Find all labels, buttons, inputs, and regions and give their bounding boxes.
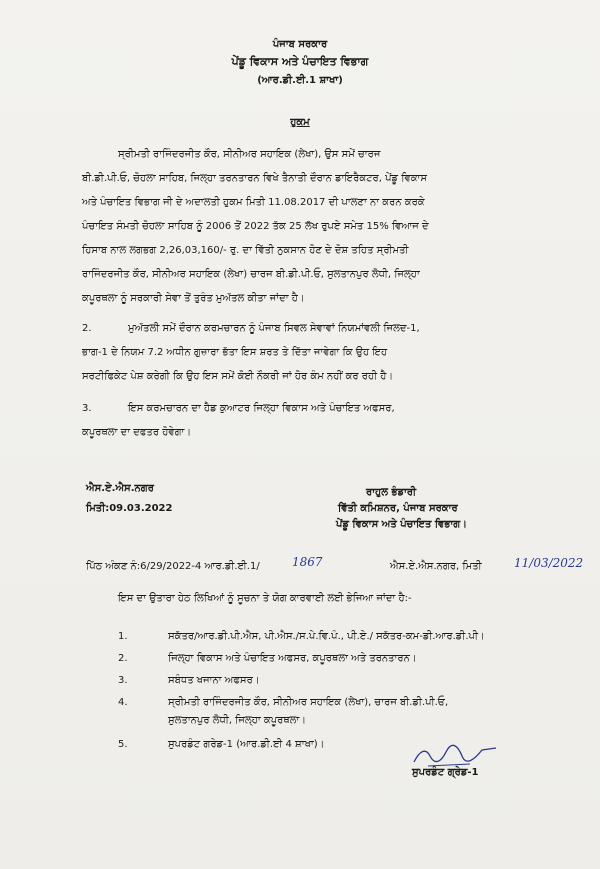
paragraph-line: ਕਪੂਰਥਲਾ ਦਾ ਦਫਤਰ ਹੋਵੇਗਾ। [82,427,192,438]
endorsement-place: ਐਸ.ਏ.ਐਸ.ਨਗਰ, ਮਿਤੀ [390,561,482,572]
list-item-text: ਸਕੱਤਰ/ਆਰ.ਡੀ.ਪੀ.ਐਸ, ਪੀ.ਐਸ./ਸ.ਪੇ.ਵਿ.ਪੰ., ਪੀ.ਏ./ ਸਕੱਤਰ-ਕਮ-ਡੀ.ਆਰ.ਡੀ.ਪੀ। [168,631,485,642]
endorsement-number-handwritten: 1867 [292,555,323,569]
paragraph-line: ਮੁਅੱਤਲੀ ਸਮੇਂ ਦੌਰਾਨ ਕਰਮਚਾਰਨ ਨੂੰ ਪੰਜਾਬ ਸਿਵਲ ਸੇਵਾਵਾਂ ਨਿਯਮਾਂਵਲੀ ਜਿਲਦ-1, [128,323,420,334]
paragraph-line: ਭਾਗ-1 ਦੇ ਨਿਯਮ 7.2 ਅਧੀਨ ਗੁਜ਼ਾਰਾ ਭੱਤਾ ਇਸ ਸ਼ਰਤ ਤੇ ਦਿੱਤਾ ਜਾਵੇਗਾ ਕਿ ਉਹ ਇਹ [82,347,388,358]
header-branch: (ਆਰ.ਡੀ.ਈ.1 ਸ਼ਾਖਾ) [257,75,343,86]
list-item-number: 5. [118,739,128,750]
list-item-text: ਸ੍ਰੀਮਤੀ ਰਾਜਿੰਦਰਜੀਤ ਕੌਰ, ਸੀਨੀਅਰ ਸਹਾਇਕ (ਲੇਖਾ), ਚਾਰਜ ਬੀ.ਡੀ.ਪੀ.ਓ, [168,697,449,708]
endorsement-intro: ਇਸ ਦਾ ਉਤਾਰਾ ਹੇਠ ਲਿਖਿਆਂ ਨੂੰ ਸੂਚਨਾ ਤੇ ਯੋਗ ਕਾਰਵਾਈ ਲਈ ਭੇਜਿਆ ਜਾਂਦਾ ਹੈ:- [118,593,412,604]
paragraph-line: ਅਤੇ ਪੰਚਾਇਤ ਵਿਭਾਗ ਜੀ ਦੇ ਅਦਾਲਤੀ ਹੁਕਮ ਮਿਤੀ 11.08.2017 ਦੀ ਪਾਲਣਾ ਨਾ ਕਰਨ ਕਰਕੇ [82,197,425,208]
paragraph-number: 3. [82,403,92,414]
bottom-signatory-designation: ਸੁਪਰਡੰਟ ਗ੍ਰੇਡ-1 [412,767,479,778]
date: ਮਿਤੀ:09.03.2022 [86,503,173,514]
paragraph-line: ਬੀ.ਡੀ.ਪੀ.ਓ, ਚੋਹਲਾ ਸਾਹਿਬ, ਜਿਲ੍ਹਾ ਤਰਨਤਾਰਨ ਵਿਖੇ ਤੈਨਾਤੀ ਦੌਰਾਨ ਡਾਇਰੈਕਟਰ, ਪੇਂਡੂ ਵਿਕਾਸ [82,173,428,184]
signatory-designation: ਵਿੱਤੀ ਕਮਿਸ਼ਨਰ, ਪੰਜਾਬ ਸਰਕਾਰ [338,503,458,514]
list-item-number: 4. [118,697,128,708]
list-item-number: 3. [118,675,128,686]
list-item-text: ਜਿਲ੍ਹਾ ਵਿਕਾਸ ਅਤੇ ਪੰਚਾਇਤ ਅਫਸਰ, ਕਪੂਰਥਲਾ ਅਤੇ ਤਰਨਤਾਰਨ। [168,653,417,664]
list-item-text: ਸੁਪਰਡੰਟ ਗਰੇਡ-1 (ਆਰ.ਡੀ.ਈ 4 ਸ਼ਾਖਾ)। [168,739,325,750]
list-item-text: ਸੁਲਤਾਨਪੁਰ ਲੋਧੀ, ਜਿਲ੍ਹਾ ਕਪੂਰਥਲਾ। [168,715,307,726]
signatory-name: ਰਾਹੁਲ ਭੰਡਾਰੀ [366,487,417,498]
endorsement-date-handwritten: 11/03/2022 [514,556,584,570]
paragraph-line: ਪੰਚਾਇਤ ਸੰਮਤੀ ਚੋਹਲਾ ਸਾਹਿਬ ਨੂੰ 2006 ਤੋਂ 2022 ਤੱਕ 25 ਲੱਖ ਰੁਪਏ ਸਮੇਤ 15% ਵਿਆਜ ਦੇ [82,221,429,232]
paragraph-number: 2. [82,323,92,334]
paragraph-line: ਹਿਸਾਬ ਨਾਲ ਲਗਭਗ 2,26,03,160/- ਰੁ. ਦਾ ਵਿੱਤੀ ਨੁਕਸਾਨ ਹੋਣ ਦੇ ਦੋਸ਼ ਤਹਿਤ ਸ੍ਰੀਮਤੀ [82,245,409,256]
order-title: ਹੁਕਮ [290,117,310,128]
paragraph-line: ਰਾਜਿੰਦਰਜੀਤ ਕੌਰ, ਸੀਨੀਅਰ ਸਹਾਇਕ (ਲੇਖਾ) ਚਾਰਜ ਬੀ.ਡੀ.ਪੀ.ਓ, ਸੁਲਤਾਨਪੁਰ ਲੋਧੀ, ਜਿਲ੍ਹਾ [82,269,420,280]
list-item-number: 2. [118,653,128,664]
place: ਐਸ.ਏ.ਐਸ.ਨਗਰ [86,483,154,494]
list-item-text: ਸਬੰਧਤ ਖਜਾਨਾ ਅਫਸਰ। [168,675,260,686]
header-department: ਪੇਂਡੂ ਵਿਕਾਸ ਅਤੇ ਪੰਚਾਇਤ ਵਿਭਾਗ [231,55,369,68]
list-item-number: 1. [118,631,128,642]
paragraph-line: ਕਪੂਰਥਲਾ ਨੂੰ ਸਰਕਾਰੀ ਸੇਵਾ ਤੋਂ ਤੁਰੰਤ ਮੁਅੱਤਲ ਕੀਤਾ ਜਾਂਦਾ ਹੈ। [82,293,305,304]
header-government: ਪੰਜਾਬ ਸਰਕਾਰ [272,39,328,50]
paragraph-line: ਸਰਟੀਫਿਕੇਟ ਪੇਸ਼ ਕਰੇਗੀ ਕਿ ਉਹ ਇਸ ਸਮੇਂ ਕੋਈ ਨੌਕਰੀ ਜਾਂ ਹੋਰ ਕੰਮ ਨਹੀਂ ਕਰ ਰਹੀ ਹੈ। [82,371,394,382]
endorsement-number: ਪਿੱਠ ਅੰਕਣ ਨੰ:6/29/2022-4 ਆਰ.ਡੀ.ਈ.1/ [86,561,260,572]
paragraph-line: ਇਸ ਕਰਮਚਾਰਨ ਦਾ ਹੈਡ ਕੁਆਟਰ ਜਿਲ੍ਹਾ ਵਿਕਾਸ ਅਤੇ ਪੰਚਾਇਤ ਅਫਸਰ, [128,403,395,414]
signatory-department: ਪੇਂਡੂ ਵਿਕਾਸ ਅਤੇ ਪੰਚਾਇਤ ਵਿਭਾਗ। [336,519,468,530]
paragraph-line: ਸ੍ਰੀਮਤੀ ਰਾਜਿੰਦਰਜੀਤ ਕੌਰ, ਸੀਨੀਅਰ ਸਹਾਇਕ (ਲੇਖਾ), ਉਸ ਸਮੇਂ ਚਾਰਜ [118,149,381,160]
